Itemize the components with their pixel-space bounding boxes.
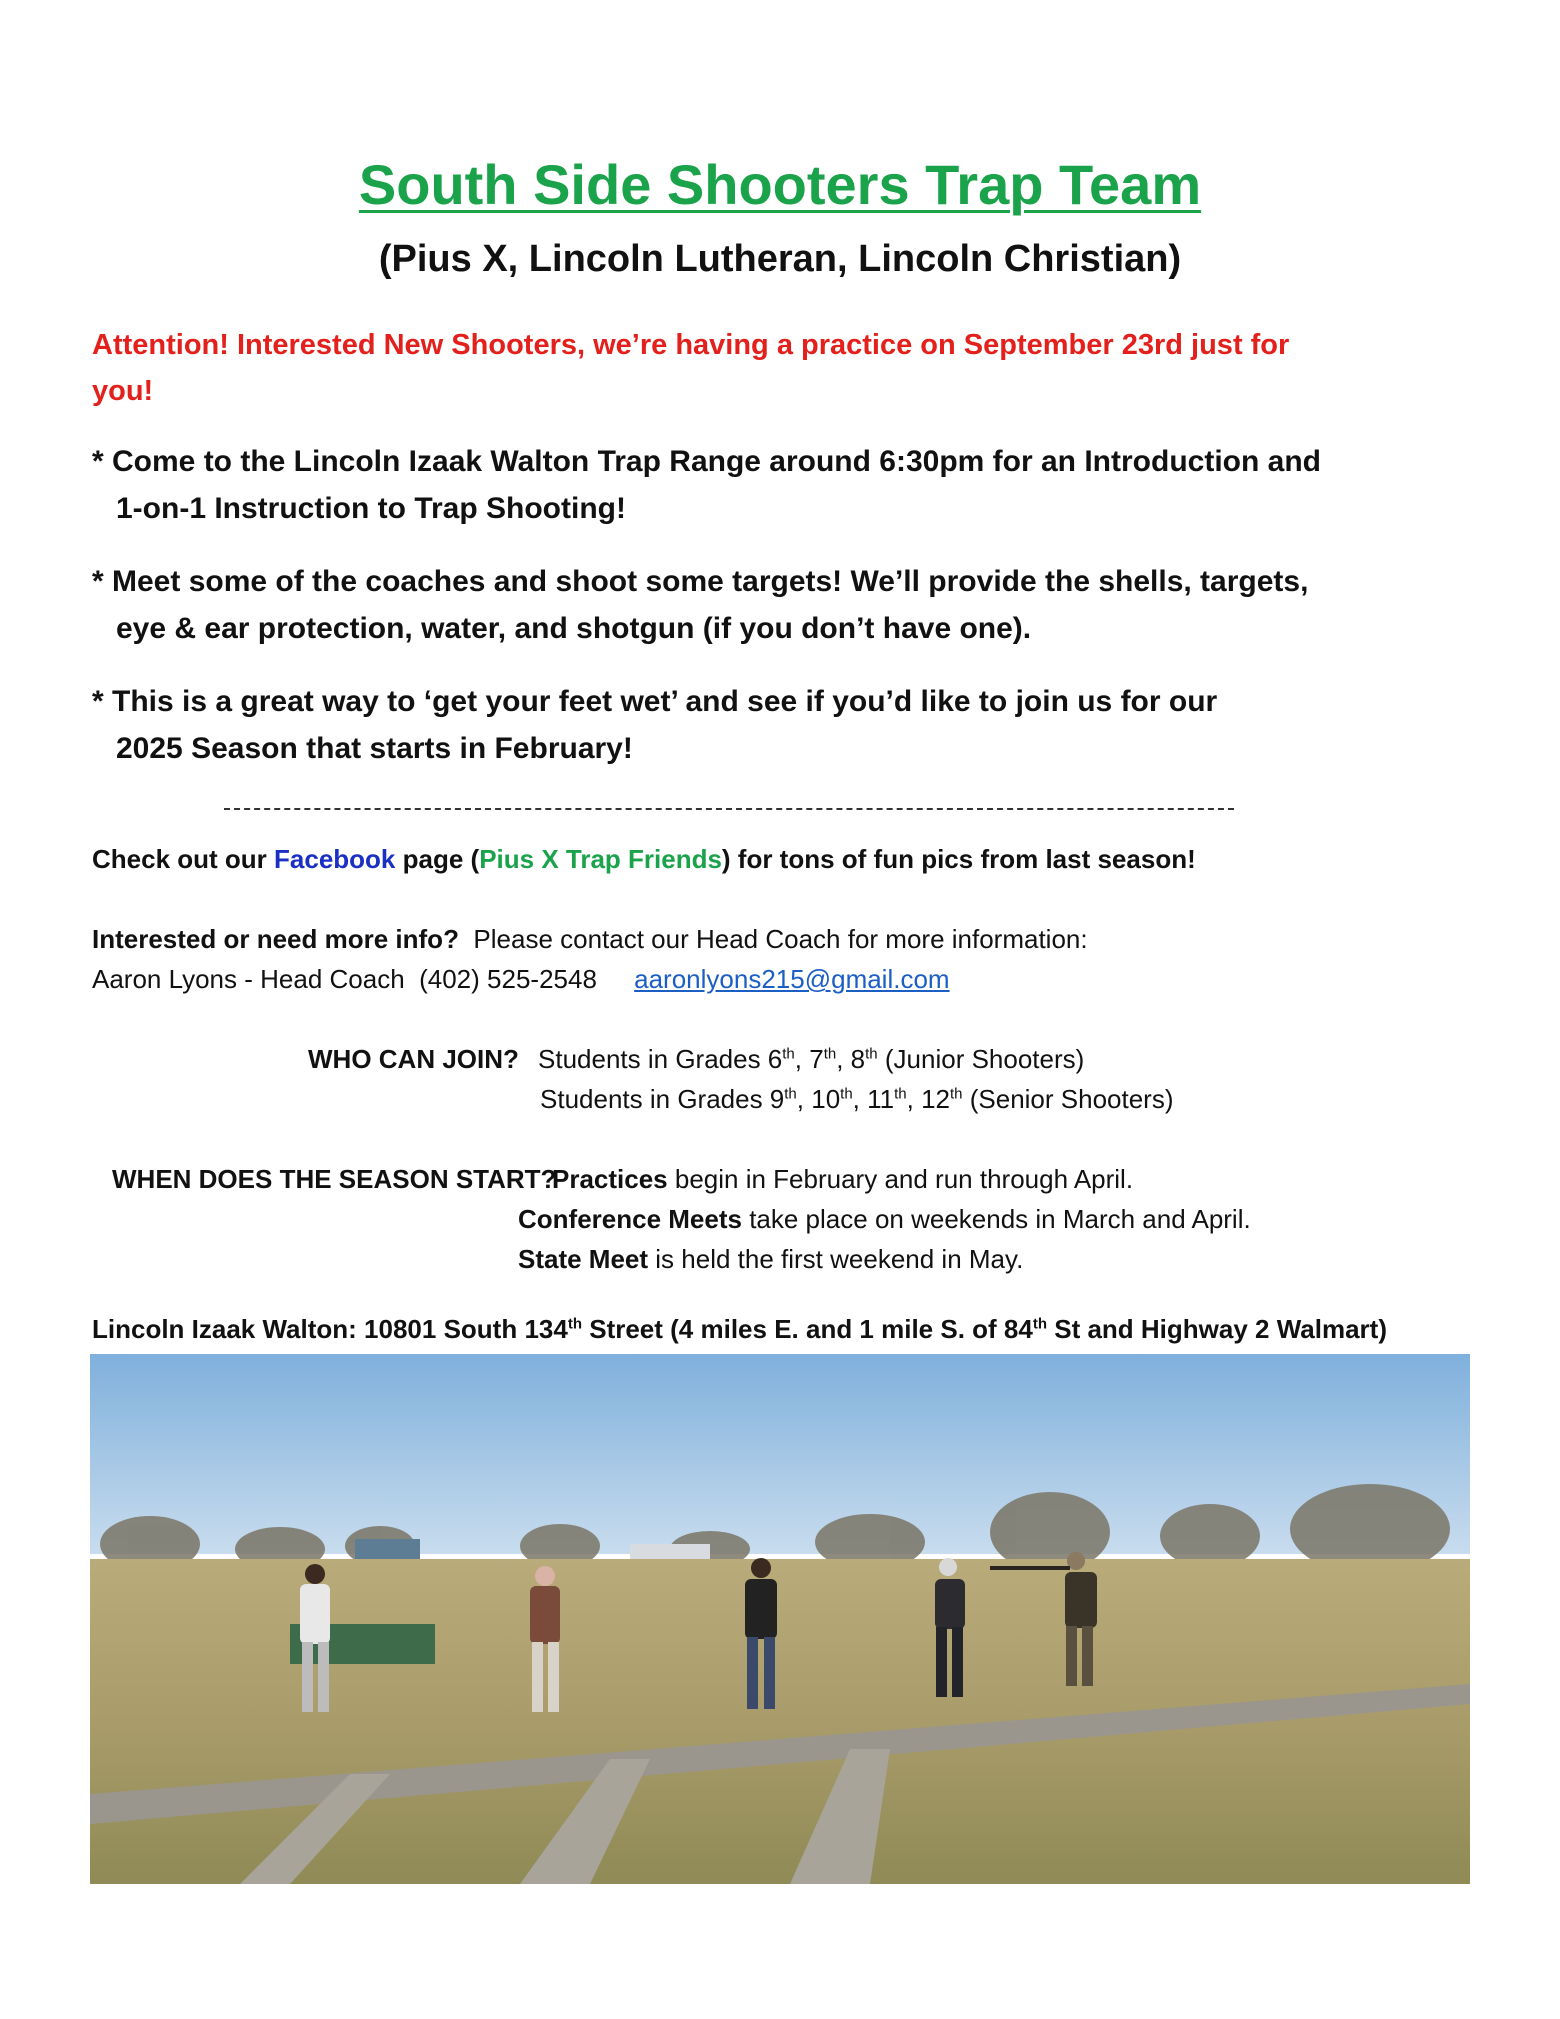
ordinal-suffix: th: [840, 1085, 853, 1103]
season-item-bold: Conference Meets: [518, 1204, 742, 1234]
contact-details-line: [92, 964, 950, 995]
trap-range-photo: [90, 1354, 1470, 1884]
coach-email-link[interactable]: aaronlyons215@gmail.com: [634, 964, 950, 994]
season-item-bold: State Meet: [518, 1244, 649, 1274]
season-item-text: is held the first weekend in May.: [648, 1244, 1024, 1274]
trap-range-illustration: [90, 1354, 1470, 1884]
grade-number: , 8: [836, 1044, 866, 1074]
attention-line-2: you!: [92, 375, 154, 407]
ordinal-suffix: th: [784, 1085, 797, 1103]
ordinal-suffix: th: [1032, 1315, 1048, 1333]
season-item-text: take place on weekends in March and April.: [741, 1204, 1251, 1234]
facebook-post-text: ) for tons of fun pics from last season!: [721, 844, 1196, 874]
contact-question: Interested or need more info?: [92, 924, 459, 954]
range-address-line: [92, 1314, 1387, 1345]
attention-line-1: Attention! Interested New Shooters, we’re having a practice on September 23rd just for: [92, 329, 1290, 361]
season-item-bold: Practices: [552, 1164, 668, 1194]
ordinal-suffix: th: [782, 1045, 795, 1063]
ordinal-suffix: th: [950, 1085, 963, 1103]
ordinal-suffix: th: [865, 1045, 878, 1063]
season-item-state: [518, 1244, 1023, 1275]
ordinal-suffix: th: [894, 1085, 907, 1103]
page-subtitle: (Pius X, Lincoln Lutheran, Lincoln Christian): [378, 238, 1182, 280]
ordinal-suffix: th: [823, 1045, 837, 1063]
address-part: Street (4 miles E. and 1 mile S. of 84: [582, 1314, 1033, 1344]
season-start-label: [112, 1164, 556, 1195]
facebook-mid-text: page (: [395, 844, 480, 874]
grade-number: , 10: [796, 1084, 841, 1114]
junior-grades-line: [538, 1044, 1084, 1075]
who-label-text: WHO CAN JOIN?: [308, 1044, 519, 1074]
junior-suffix: (Junior Shooters): [877, 1044, 1085, 1074]
facebook-line: [92, 844, 1196, 875]
contact-prompt-line: [92, 924, 1088, 955]
bullet-intro: [92, 438, 1432, 532]
bullet-line-1: * This is a great way to ‘get your feet wet’ and see if you’d like to join us for our: [92, 685, 1218, 718]
coach-name-phone: Aaron Lyons - Head Coach (402) 525-2548: [92, 964, 597, 994]
when-label-text: WHEN DOES THE SEASON START?: [112, 1164, 557, 1194]
sky: [90, 1354, 1470, 1554]
address-part: Lincoln Izaak Walton: 10801 South 134: [92, 1314, 568, 1344]
dashed-divider: [224, 808, 1234, 810]
senior-grades-line: [540, 1084, 1174, 1115]
contact-prompt: Please contact our Head Coach for more information:: [458, 924, 1088, 954]
ordinal-suffix: th: [567, 1315, 582, 1333]
bullet-line-2: eye & ear protection, water, and shotgun (if you don’t have one).: [116, 612, 1032, 645]
facebook-link[interactable]: Facebook: [274, 844, 396, 874]
bullet-great-way: [92, 678, 1432, 772]
season-item-conference: [518, 1204, 1251, 1235]
junior-prefix: Students in Grades 6: [538, 1044, 783, 1074]
who-can-join-label: [308, 1044, 519, 1075]
bullet-line-1: * Come to the Lincoln Izaak Walton Trap Range around 6:30pm for an Introduction and: [92, 445, 1321, 478]
grade-number: , 7: [794, 1044, 824, 1074]
senior-prefix: Students in Grades 9: [540, 1084, 785, 1114]
bullet-line-1: * Meet some of the coaches and shoot some targets! We’ll provide the shells, targets,: [92, 565, 1309, 598]
attention-notice: [92, 322, 1432, 414]
address-part: St and Highway 2 Walmart): [1047, 1314, 1387, 1344]
building: [355, 1539, 420, 1561]
page-title: South Side Shooters Trap Team: [358, 153, 1202, 216]
bullet-meet-coaches: [92, 558, 1432, 652]
senior-suffix: (Senior Shooters): [962, 1084, 1174, 1114]
facebook-pre-text: Check out our: [92, 844, 275, 874]
bullet-line-2: 2025 Season that starts in February!: [116, 732, 633, 765]
bullet-line-2: 1-on-1 Instruction to Trap Shooting!: [116, 492, 626, 525]
grade-number: , 12: [906, 1084, 950, 1114]
facebook-group-name: Pius X Trap Friends: [479, 844, 722, 874]
season-item-text: begin in February and run through April.: [667, 1164, 1134, 1194]
grade-number: , 11: [852, 1084, 895, 1114]
season-item-practices: [552, 1164, 1133, 1195]
